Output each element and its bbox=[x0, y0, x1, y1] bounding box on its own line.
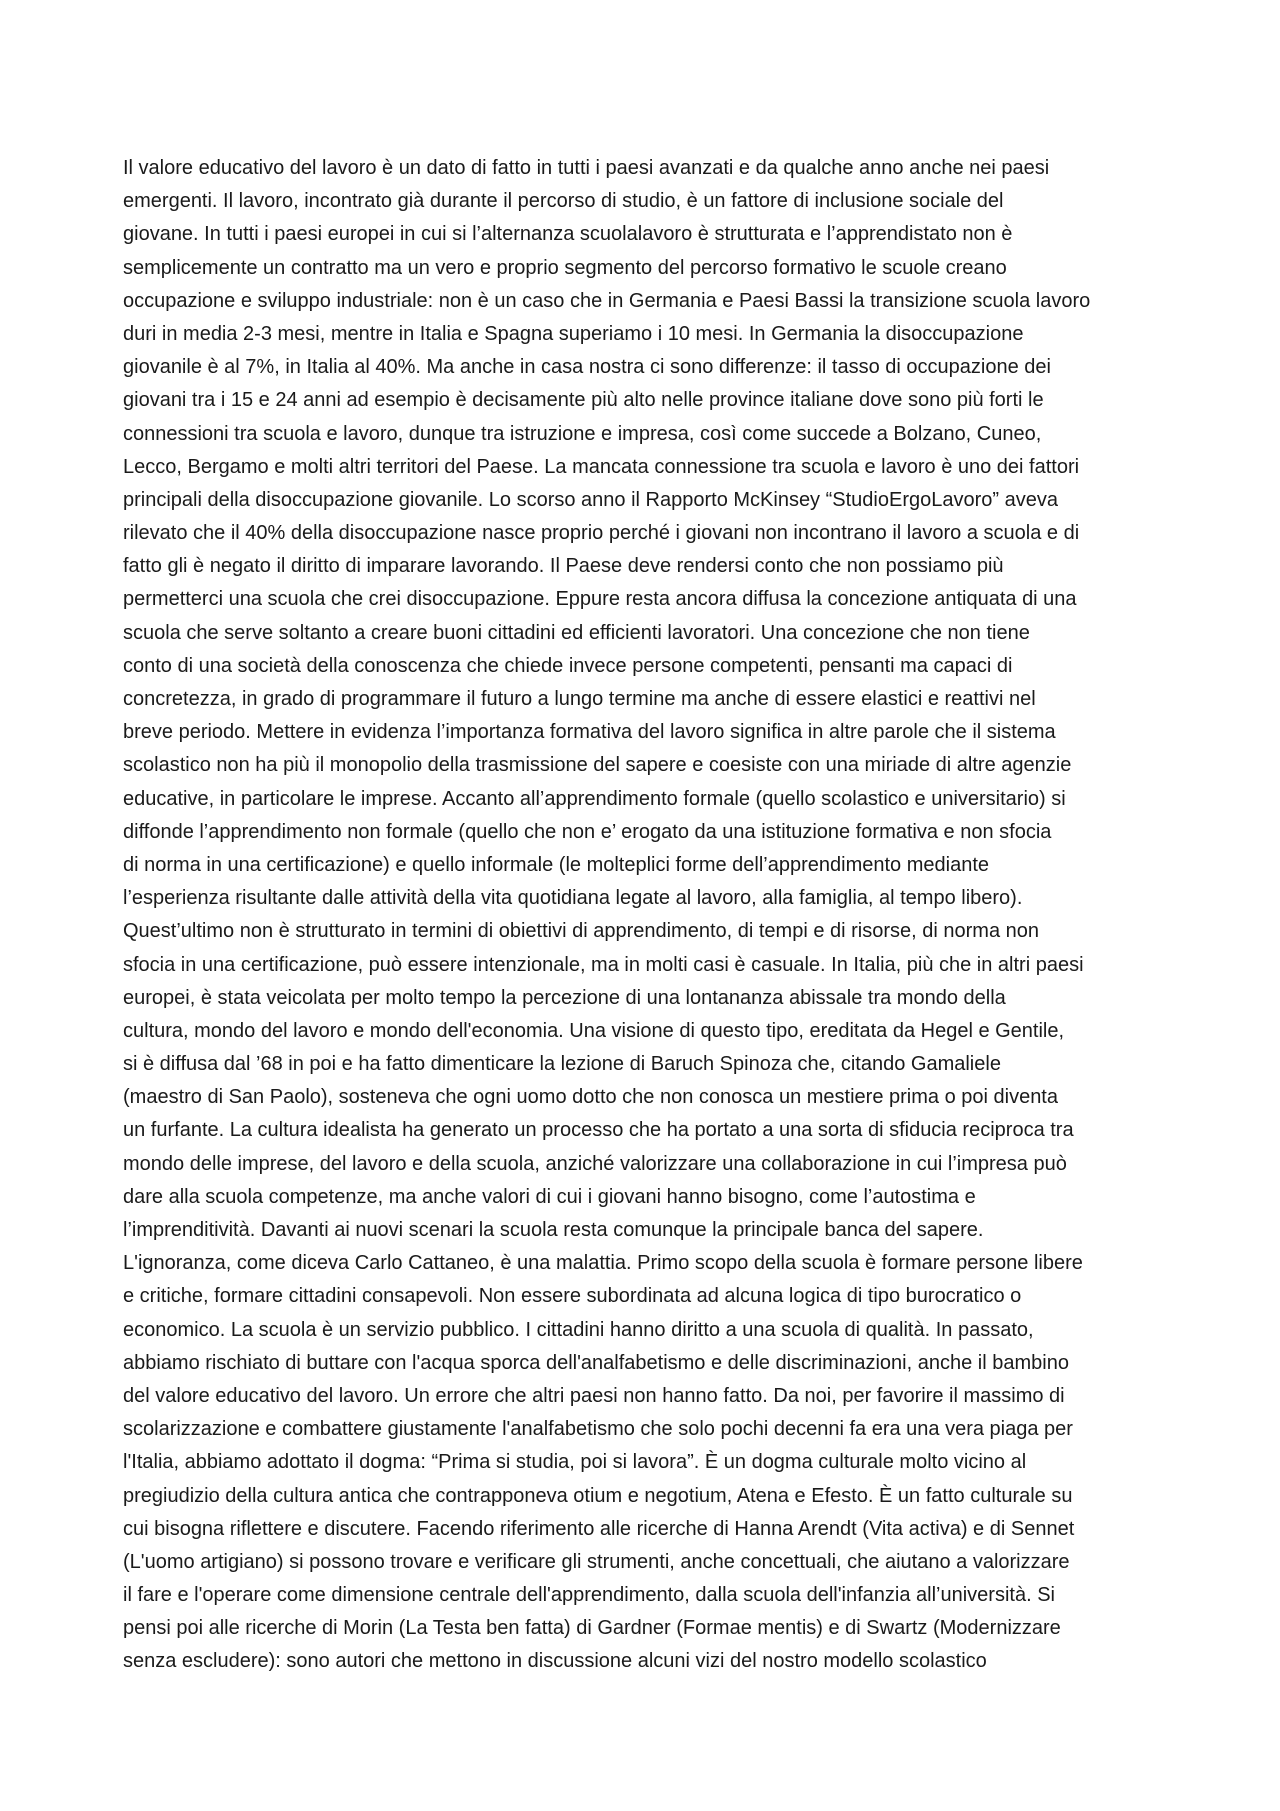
text-line: scolarizzazione e combattere giustamente l'analfabetismo che solo pochi decenni fa era una vera piaga per bbox=[123, 1418, 1073, 1441]
text-line: giovani tra i 15 e 24 anni ad esempio è decisamente più alto nelle province italiane dove sono più forti le bbox=[123, 389, 1044, 412]
text-line: Quest’ultimo non è strutturato in termini di obiettivi di apprendimento, di tempi e di risorse, di norma non bbox=[123, 920, 1040, 943]
document-body-text bbox=[123, 152, 1163, 1712]
text-line: l’imprenditività. Davanti ai nuovi scenari la scuola resta comunque la principale banca del sapere. bbox=[123, 1219, 984, 1241]
text-line: connessioni tra scuola e lavoro, dunque tra istruzione e impresa, così come succede a Bolzano, Cuneo, bbox=[123, 422, 1042, 445]
text-line: e critiche, formare cittadini consapevoli. Non essere subordinata ad alcuna logica di tipo burocratico o bbox=[123, 1285, 1022, 1308]
text-line: principali della disoccupazione giovanile. Lo scorso anno il Rapporto McKinsey “StudioErgoLavoro” aveva bbox=[123, 488, 1058, 511]
text-line: un furfante. La cultura idealista ha generato un processo che ha portato a una sorta di sfiducia reciproca tra bbox=[123, 1119, 1074, 1142]
text-line: sfocia in una certificazione, può essere intenzionale, ma in molti casi è casuale. In Italia, più che in altri paesi bbox=[123, 953, 1084, 976]
text-line: Lecco, Bergamo e molti altri territori del Paese. La mancata connessione tra scuola e lavoro è uno dei fattori bbox=[123, 455, 1080, 478]
text-line: semplicemente un contratto ma un vero e proprio segmento del percorso formativo le scuole creano bbox=[123, 256, 1007, 279]
text-line: giovane. In tutti i paesi europei in cui si l’alternanza scuolalavoro è strutturata e l’apprendistato non è bbox=[123, 223, 1013, 246]
text-line: (L'uomo artigiano) si possono trovare e verificare gli strumenti, anche concettuali, che aiutano a valorizzare bbox=[123, 1550, 1070, 1573]
text-line: scolastico non ha più il monopolio della trasmissione del sapere e coesiste con una miriade di altre agenzie bbox=[123, 754, 1072, 777]
text-line: educative, in particolare le imprese. Accanto all’apprendimento formale (quello scolastico e universitario) si bbox=[123, 787, 1066, 810]
text-line: pensi poi alle ricerche di Morin (La Testa ben fatta) di Gardner (Formae mentis) e di Swartz (Modernizzare bbox=[123, 1617, 1061, 1640]
text-line: duri in media 2-3 mesi, mentre in Italia e Spagna superiamo i 10 mesi. In Germania la disoccupazione bbox=[123, 322, 1024, 345]
text-line: cui bisogna riflettere e discutere. Facendo riferimento alle ricerche di Hanna Arendt (Vita activa) e di Sennet bbox=[123, 1517, 1075, 1540]
text-line: si è diffusa dal ’68 in poi e ha fatto dimenticare la lezione di Baruch Spinoza che, citando Gamaliele bbox=[123, 1053, 1001, 1076]
text-line: europei, è stata veicolata per molto tempo la percezione di una lontananza abissale tra mondo della bbox=[123, 986, 1006, 1009]
text-line: il fare e l'operare come dimensione centrale dell'apprendimento, dalla scuola dell'infanzia all’università. Si bbox=[123, 1584, 1055, 1607]
text-line: concretezza, in grado di programmare il futuro a lungo termine ma anche di essere elastici e reattivi nel bbox=[123, 688, 1036, 710]
text-line: occupazione e sviluppo industriale: non è un caso che in Germania e Paesi Bassi la transizione scuola lavoro bbox=[123, 289, 1091, 312]
text-line: conto di una società della conoscenza che chiede invece persone competenti, pensanti ma capaci di bbox=[123, 654, 1013, 677]
text-line: rilevato che il 40% della disoccupazione nasce proprio perché i giovani non incontrano il lavoro a scuola e di bbox=[123, 522, 1080, 545]
text-line: scuola che serve soltanto a creare buoni cittadini ed efficienti lavoratori. Una concezione che non tiene bbox=[123, 621, 1030, 644]
text-line: del valore educativo del lavoro. Un errore che altri paesi non hanno fatto. Da noi, per favorire il massimo di bbox=[123, 1384, 1065, 1407]
text-line: fatto gli è negato il diritto di imparare lavorando. Il Paese deve rendersi conto che non possiamo più bbox=[123, 555, 1004, 578]
text-line: senza escludere): sono autori che mettono in discussione alcuni vizi del nostro modello scolastico bbox=[123, 1650, 987, 1673]
text-line: economico. La scuola è un servizio pubblico. I cittadini hanno diritto a una scuola di qualità. In passato, bbox=[123, 1318, 1034, 1341]
text-line: giovanile è al 7%, in Italia al 40%. Ma anche in casa nostra ci sono differenze: il tasso di occupazione dei bbox=[123, 356, 1051, 379]
text-line: l'Italia, abbiamo adottato il dogma: “Prima si studia, poi si lavora”. È un dogma culturale molto vicino al bbox=[123, 1451, 1027, 1474]
text-line: permetterci una scuola che crei disoccupazione. Eppure resta ancora diffusa la concezione antiquata di una bbox=[123, 588, 1077, 611]
text-line: dare alla scuola competenze, ma anche valori di cui i giovani hanno bisogno, come l’autostima e bbox=[123, 1185, 976, 1208]
text-line: cultura, mondo del lavoro e mondo dell'economia. Una visione di questo tipo, ereditata da Hegel e Gentile, bbox=[123, 1019, 1065, 1042]
text-line: pregiudizio della cultura antica che contrapponeva otium e negotium, Atena e Efesto. È un fatto culturale su bbox=[123, 1484, 1073, 1507]
text-line: di norma in una certificazione) e quello informale (le molteplici forme dell’apprendimento mediante bbox=[123, 853, 989, 876]
text-line: (maestro di San Paolo), sosteneva che ogni uomo dotto che non conosca un mestiere prima o poi diventa bbox=[123, 1086, 1058, 1109]
text-line bbox=[123, 1679, 1163, 1712]
text-line: abbiamo rischiato di buttare con l'acqua sporca dell'analfabetismo e delle discriminazioni, anche il bambino bbox=[123, 1351, 1069, 1374]
text-line: l’esperienza risultante dalle attività della vita quotidiana legate al lavoro, alla famiglia, al tempo libero). bbox=[123, 887, 1023, 910]
text-line: L'ignoranza, come diceva Carlo Cattaneo, è una malattia. Primo scopo della scuola è formare persone libere bbox=[123, 1252, 1083, 1275]
text-line: emergenti. Il lavoro, incontrato già durante il percorso di studio, è un fattore di inclusione sociale del bbox=[123, 190, 1004, 213]
text-line: Il valore educativo del lavoro è un dato di fatto in tutti i paesi avanzati e da qualche anno anche nei paesi bbox=[123, 157, 1050, 179]
text-line: diffonde l’apprendimento non formale (quello che non e’ erogato da una istituzione formativa e non sfocia bbox=[123, 820, 1052, 843]
text-line: mondo delle imprese, del lavoro e della scuola, anziché valorizzare una collaborazione in cui l’impresa può bbox=[123, 1152, 1067, 1175]
text-line: breve periodo. Mettere in evidenza l’importanza formativa del lavoro significa in altre parole che il sistema bbox=[123, 721, 1056, 744]
